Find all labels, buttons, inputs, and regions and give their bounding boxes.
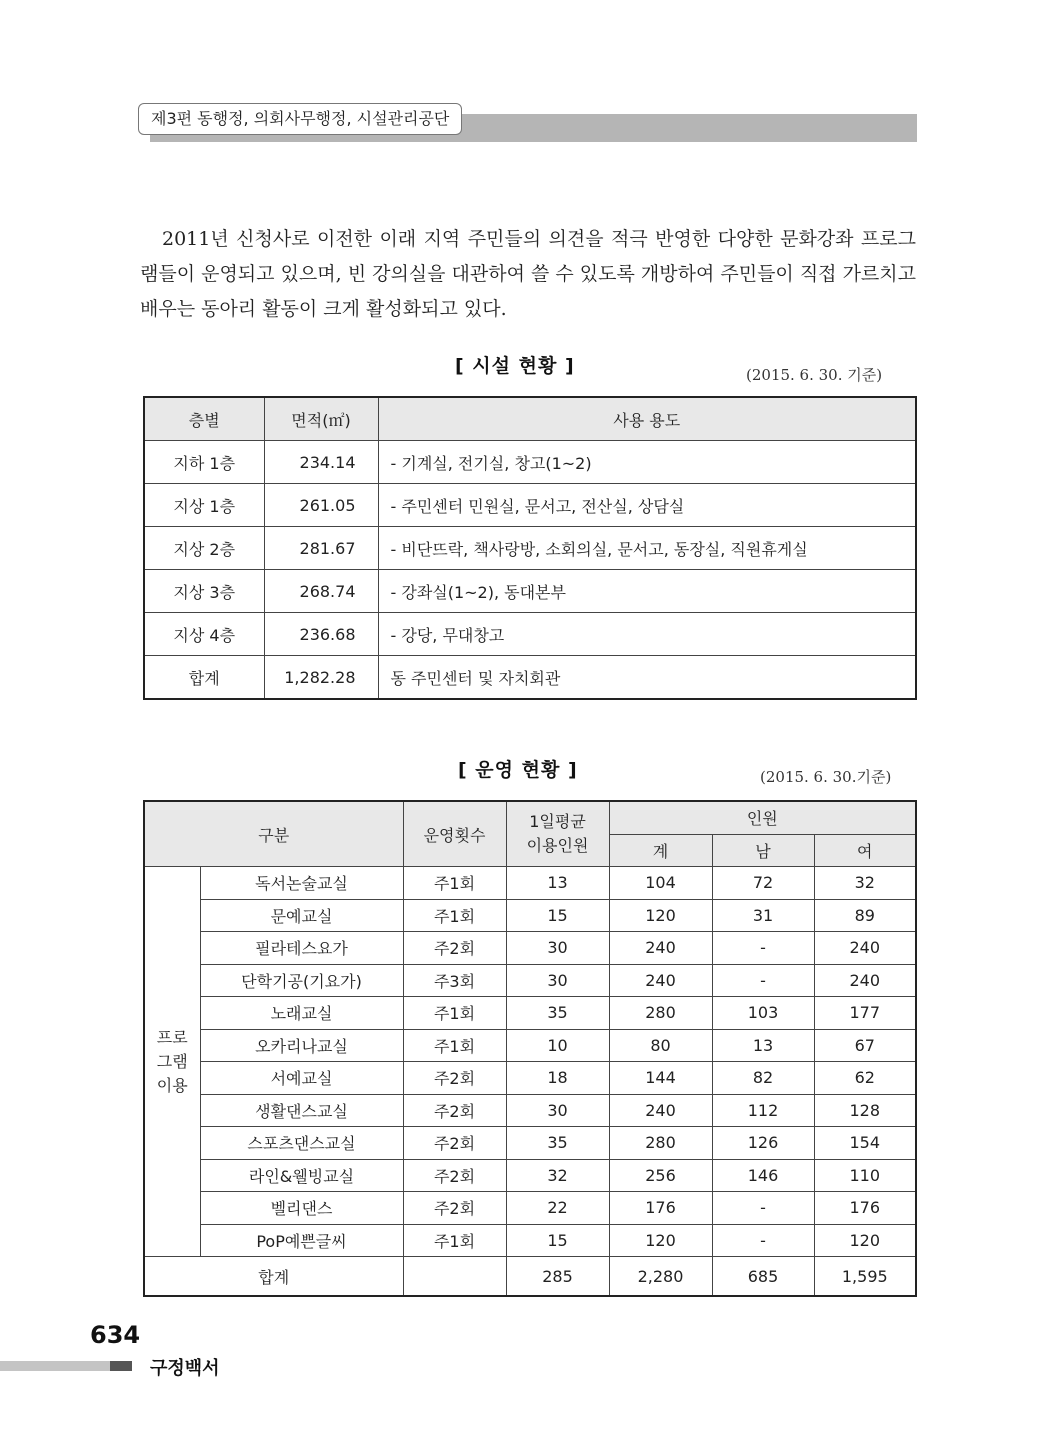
count-cell: 주3회: [403, 964, 506, 997]
male-cell: 112: [712, 1094, 814, 1127]
total-cell: 104: [609, 867, 712, 900]
program-cell: 문예교실: [200, 899, 403, 932]
table-row-total: [144, 1257, 916, 1297]
count-cell: 주2회: [403, 1127, 506, 1160]
floor-cell: 지하 1층: [144, 441, 264, 484]
usage-cell: - 강좌실(1~2), 동대본부: [378, 570, 916, 613]
avg-cell: 15: [506, 1224, 609, 1257]
total-cell: 120: [609, 899, 712, 932]
page-number: 634: [90, 1321, 141, 1349]
program-cell: 서예교실: [200, 1062, 403, 1095]
avg-cell: 32: [506, 1159, 609, 1192]
sum-female: 1,595: [814, 1257, 916, 1297]
area-cell: 1,282.28: [264, 656, 378, 700]
table-row: [144, 899, 916, 932]
avg-cell: 18: [506, 1062, 609, 1095]
female-cell: 128: [814, 1094, 916, 1127]
header-avg-line2: 이용인원: [526, 836, 589, 855]
count-cell: 주1회: [403, 997, 506, 1030]
table-row: [144, 613, 916, 656]
table-row: [144, 997, 916, 1030]
table-row: [144, 1192, 916, 1225]
table-row: [144, 1224, 916, 1257]
table-row: [144, 867, 916, 900]
usage-cell: - 기계실, 전기실, 창고(1~2): [378, 441, 916, 484]
count-cell: 주1회: [403, 1224, 506, 1257]
total-cell: 280: [609, 997, 712, 1030]
avg-cell: 13: [506, 867, 609, 900]
program-cell: PoP예쁜글씨: [200, 1224, 403, 1257]
avg-cell: 30: [506, 1094, 609, 1127]
total-cell: 240: [609, 932, 712, 965]
table-row: [144, 1159, 916, 1192]
male-cell: 31: [712, 899, 814, 932]
male-cell: 72: [712, 867, 814, 900]
program-cell: 단학기공(기요가): [200, 964, 403, 997]
avg-cell: 10: [506, 1029, 609, 1062]
avg-cell: 15: [506, 899, 609, 932]
avg-cell: 30: [506, 964, 609, 997]
program-cell: 노래교실: [200, 997, 403, 1030]
table-row: [144, 441, 916, 484]
program-cell: 벨리댄스: [200, 1192, 403, 1225]
female-cell: 67: [814, 1029, 916, 1062]
female-cell: 240: [814, 932, 916, 965]
program-cell: 생활댄스교실: [200, 1094, 403, 1127]
female-cell: 240: [814, 964, 916, 997]
male-cell: 146: [712, 1159, 814, 1192]
sum-label: 합계: [144, 1257, 403, 1297]
facility-table: [143, 396, 917, 700]
program-cell: 스포츠댄스교실: [200, 1127, 403, 1160]
program-cell: 필라테스요가: [200, 932, 403, 965]
floor-cell: 지상 3층: [144, 570, 264, 613]
sum-male: 685: [712, 1257, 814, 1297]
operation-header-row: [144, 801, 916, 834]
female-cell: 176: [814, 1192, 916, 1225]
header-category: 구분: [144, 801, 403, 867]
count-cell: 주2회: [403, 932, 506, 965]
operation-table: [143, 800, 917, 1297]
program-cell: 라인&웰빙교실: [200, 1159, 403, 1192]
table-row: [144, 1127, 916, 1160]
avg-cell: 30: [506, 932, 609, 965]
male-cell: -: [712, 932, 814, 965]
facility-table-note: (2015. 6. 30. 기준): [746, 366, 883, 384]
group-label-cell: [144, 867, 200, 1257]
table-row: [144, 932, 916, 965]
count-cell: 주2회: [403, 1062, 506, 1095]
header-total: 계: [609, 834, 712, 867]
book-title: 구정백서: [150, 1358, 220, 1379]
total-cell: 144: [609, 1062, 712, 1095]
usage-cell: - 비단뜨락, 책사랑방, 소회의실, 문서고, 동장실, 직원휴게실: [378, 527, 916, 570]
area-cell: 234.14: [264, 441, 378, 484]
total-cell: 120: [609, 1224, 712, 1257]
header-people: 인원: [609, 801, 916, 834]
header-floor: 층별: [144, 397, 264, 441]
floor-cell: 지상 1층: [144, 484, 264, 527]
male-cell: -: [712, 1224, 814, 1257]
operation-table-note: (2015. 6. 30.기준): [760, 768, 892, 786]
area-cell: 236.68: [264, 613, 378, 656]
header-usage: 사용 용도: [378, 397, 916, 441]
usage-cell: - 주민센터 민원실, 문서고, 전산실, 상담실: [378, 484, 916, 527]
count-cell: 주2회: [403, 1192, 506, 1225]
female-cell: 154: [814, 1127, 916, 1160]
total-cell: 240: [609, 964, 712, 997]
female-cell: 89: [814, 899, 916, 932]
count-cell: 주2회: [403, 1094, 506, 1127]
female-cell: 110: [814, 1159, 916, 1192]
male-cell: 126: [712, 1127, 814, 1160]
operation-table-title: [ 운영 현황 ]: [458, 759, 578, 781]
male-cell: -: [712, 1192, 814, 1225]
avg-cell: 35: [506, 997, 609, 1030]
sum-total: 2,280: [609, 1257, 712, 1297]
table-row: [144, 1062, 916, 1095]
count-cell: 주1회: [403, 1029, 506, 1062]
female-cell: 32: [814, 867, 916, 900]
area-cell: 268.74: [264, 570, 378, 613]
footer-bar-accent: [110, 1361, 132, 1371]
count-cell: 주1회: [403, 899, 506, 932]
male-cell: 13: [712, 1029, 814, 1062]
header-count: 운영횟수: [403, 801, 506, 867]
floor-cell: 합계: [144, 656, 264, 700]
total-cell: 240: [609, 1094, 712, 1127]
count-cell: 주2회: [403, 1159, 506, 1192]
program-cell: 오카리나교실: [200, 1029, 403, 1062]
facility-table-title: [ 시설 현황 ]: [455, 355, 575, 377]
header-avg: [506, 801, 609, 867]
area-cell: 261.05: [264, 484, 378, 527]
avg-cell: 22: [506, 1192, 609, 1225]
female-cell: 120: [814, 1224, 916, 1257]
header-avg-line1: 1일평균: [529, 812, 586, 831]
total-cell: 256: [609, 1159, 712, 1192]
table-row-total: [144, 656, 916, 700]
footer-bar: [0, 1361, 110, 1371]
chapter-title: 제3편 동행정, 의회사무행정, 시설관리공단: [138, 103, 462, 135]
sum-count: [403, 1257, 506, 1297]
table-row: [144, 964, 916, 997]
male-cell: -: [712, 964, 814, 997]
count-cell: 주1회: [403, 867, 506, 900]
male-cell: 103: [712, 997, 814, 1030]
table-row: [144, 484, 916, 527]
avg-cell: 35: [506, 1127, 609, 1160]
usage-cell: - 강당, 무대창고: [378, 613, 916, 656]
total-cell: 176: [609, 1192, 712, 1225]
table-row: [144, 527, 916, 570]
total-cell: 280: [609, 1127, 712, 1160]
female-cell: 177: [814, 997, 916, 1030]
usage-cell: 동 주민센터 및 자치회관: [378, 656, 916, 700]
header-area: 면적(㎡): [264, 397, 378, 441]
facility-header-row: [144, 397, 916, 441]
floor-cell: 지상 2층: [144, 527, 264, 570]
table-row: [144, 570, 916, 613]
table-row: [144, 1094, 916, 1127]
floor-cell: 지상 4층: [144, 613, 264, 656]
group-label: 프로그램이용: [156, 1027, 188, 1095]
male-cell: 82: [712, 1062, 814, 1095]
female-cell: 62: [814, 1062, 916, 1095]
program-cell: 독서논술교실: [200, 867, 403, 900]
header-female: 여: [814, 834, 916, 867]
table-row: [144, 1029, 916, 1062]
header-male: 남: [712, 834, 814, 867]
total-cell: 80: [609, 1029, 712, 1062]
area-cell: 281.67: [264, 527, 378, 570]
sum-avg: 285: [506, 1257, 609, 1297]
intro-paragraph: 2011년 신청사로 이전한 이래 지역 주민들의 의견을 적극 반영한 다양한 문화강좌 프로그램들이 운영되고 있으며, 빈 강의실을 대관하여 쓸 수 있도록 개방하여 주민들이 직접 가르치고 배우는 동아리 활동이 크게 활성화되고 있다.: [140, 228, 916, 320]
